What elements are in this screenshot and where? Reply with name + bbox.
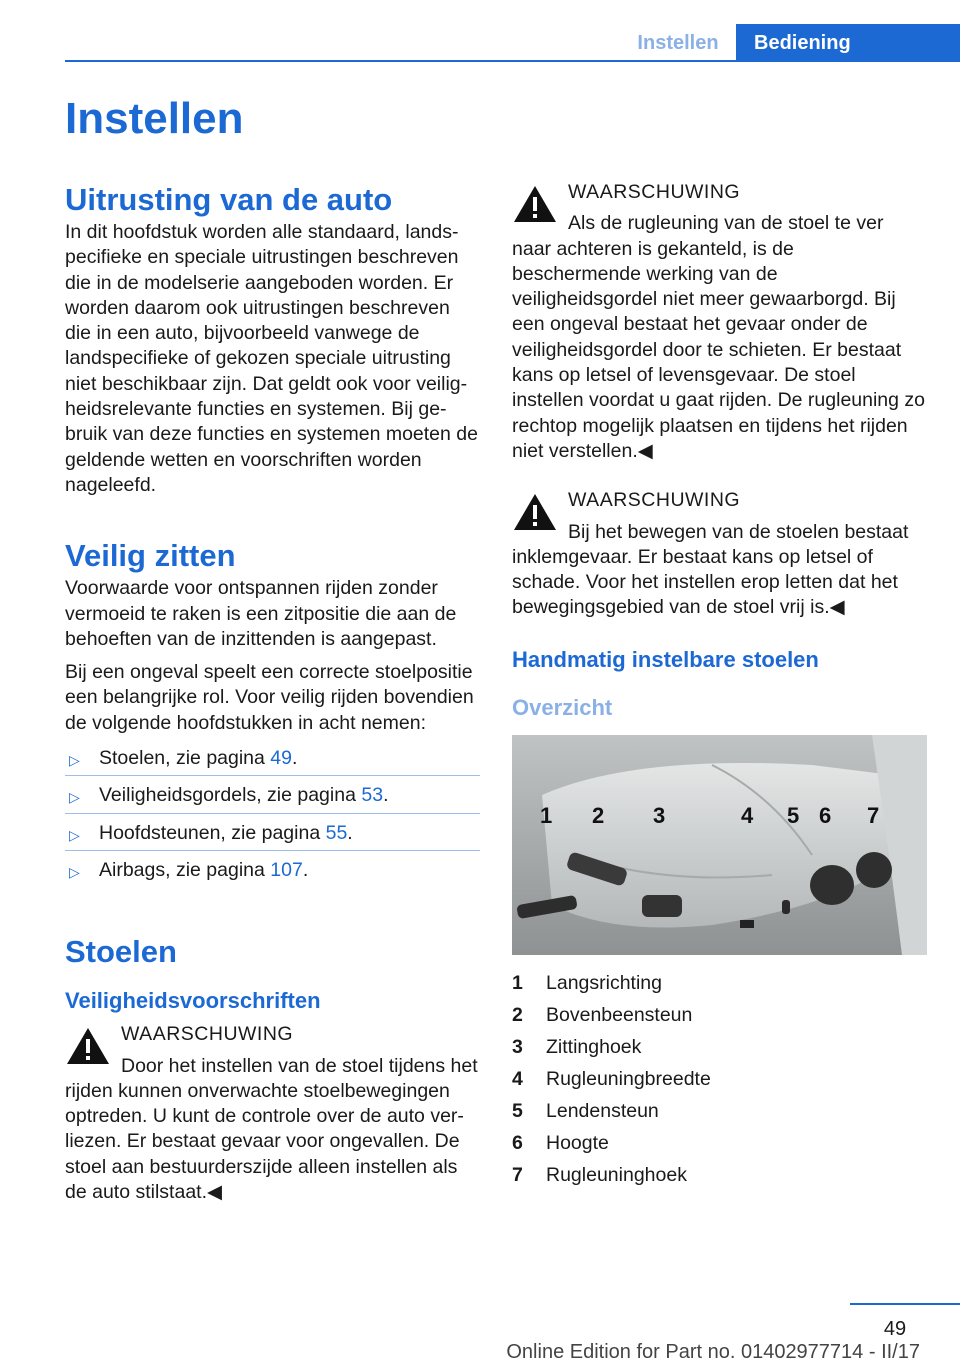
warning-text: Door het instellen van de stoel tijdens het rijden kunnen onverwachte stoelbewegingen optreden. U kunt de controle over de auto verliezen. Er bestaat gevaar voor ongevallen. De stoel aan bestuurderszijde alleen instellen als de auto stilstaat.◀ bbox=[65, 1054, 478, 1204]
triangle-right-icon: ▷ bbox=[69, 789, 80, 806]
warning-block bbox=[512, 488, 927, 620]
legend-row: 6 Hoogte bbox=[512, 1131, 609, 1154]
subheading-handmatig: Handmatig instelbare stoelen bbox=[512, 646, 819, 672]
seat-illustration bbox=[512, 735, 927, 955]
figure-legend bbox=[512, 967, 927, 1191]
figure-number-3: 3 bbox=[653, 802, 666, 828]
figure-number-2: 2 bbox=[592, 802, 605, 828]
legend-row: 7 Rugleuninghoek bbox=[512, 1163, 687, 1186]
warning-title: WAARSCHUWING bbox=[121, 1023, 294, 1046]
figure-number-4: 4 bbox=[741, 802, 754, 828]
subheading-overzicht: Overzicht bbox=[512, 694, 613, 720]
triangle-right-icon: ▷ bbox=[69, 826, 80, 843]
page-link[interactable]: 55 bbox=[325, 821, 348, 844]
page-number: 49 bbox=[883, 1318, 907, 1340]
list-item: ▷ Veiligheidsgordels, zie pagina 53. bbox=[65, 783, 480, 813]
warning-text: Als de rugleuning van de stoel te ver naar achteren is gekanteld, is de beschermende werking van de veiligheidsgordel niet meer gewaarborgd. Bij een ongeval bestaat het gevaar onder de veiligheidsgordel door te schieten. Er bestaat kans op letsel of levensgevaar. De stoel instellen voordat u gaat rijden. De rugleuning zo rechtop mogelijk plaatsen en tijdens het rijden niet verstellen.◀ bbox=[512, 212, 926, 462]
subheading-veiligheidsvoorschriften: Veiligheidsvoorschriften bbox=[65, 988, 321, 1014]
section-heading-veilig-zitten: Veilig zitten bbox=[65, 538, 236, 574]
legend-row: 3 Zittinghoek bbox=[512, 1035, 642, 1058]
edition-note: Online Edition for Part no. 01402977714 - II/17 bbox=[506, 1341, 920, 1363]
warning-text: Bij het bewegen van de stoelen bestaat inklemgevaar. Er bestaat kans op letsel of schade. Voor het instellen erop letten dat het bewegingsgebied van de stoel vrij is.◀ bbox=[512, 520, 909, 619]
legend-row: 2 Bovenbeensteun bbox=[512, 1003, 693, 1026]
warning-title: WAARSCHUWING bbox=[568, 489, 741, 512]
triangle-right-icon: ▷ bbox=[69, 752, 80, 769]
list-item: ▷ Hoofdsteunen, zie pagina 55. bbox=[65, 821, 480, 851]
veilig-zitten-paragraph-1: Voorwaarde voor ontspannen rijden zonder vermoeid te raken is een zitpositie die aan de behoeften van de inzittenden is aangepast. bbox=[65, 577, 457, 650]
left-column bbox=[65, 180, 480, 1205]
page-link[interactable]: 53 bbox=[361, 784, 384, 807]
section-heading-uitrusting: Uitrusting van de auto bbox=[65, 182, 393, 217]
page-link[interactable]: 107 bbox=[270, 858, 303, 881]
legend-row: 1 Langsrichting bbox=[512, 971, 662, 994]
section-heading-stoelen: Stoelen bbox=[65, 934, 177, 970]
warning-title: WAARSCHUWING bbox=[568, 181, 741, 203]
warning-triangle-icon bbox=[65, 1026, 111, 1066]
footer-rule bbox=[850, 1303, 960, 1305]
chapter-reference-list bbox=[65, 746, 480, 887]
legend-row: 4 Rugleuningbreedte bbox=[512, 1067, 711, 1090]
warning-block bbox=[512, 180, 927, 464]
warning-triangle-icon bbox=[512, 492, 558, 532]
header-tab-chapter[interactable]: Bediening bbox=[736, 24, 960, 62]
section-body-uitrusting: In dit hoofdstuk worden alle standaard, landspecifieke en speciale uitrustingen beschreven die in de modelserie aangeboden worden. Er worden daarom ook uitrustingen beschreven die in een auto, bijvoorbeeld vanwege de landspecifieke of gekozen speciale uitrusting niet beschikbaar zijn. Dat geldt ook voor veiligheidsrelevante functies en systemen. Bij gebruik van deze functies en systemen moeten de geldende wetten en voorschriften worden nageleefd. bbox=[65, 221, 478, 496]
list-item: ▷ Airbags, zie pagina 107. bbox=[65, 858, 480, 887]
right-column bbox=[512, 180, 927, 1191]
page-link[interactable]: 49 bbox=[270, 747, 292, 770]
seat-overview-figure bbox=[512, 735, 927, 955]
list-item: ▷ Stoelen, zie pagina 49. bbox=[65, 746, 480, 776]
warning-block bbox=[65, 1022, 480, 1205]
figure-number-5: 5 bbox=[787, 802, 800, 828]
figure-number-6: 6 bbox=[819, 802, 832, 828]
figure-number-7: 7 bbox=[867, 802, 880, 828]
veilig-zitten-paragraph-2: Bij een ongeval speelt een correcte stoelpositie een belangrijke rol. Voor veilig rijden bovendien de volgende hoofdstukken in acht nemen: bbox=[65, 661, 474, 734]
figure-number-1: 1 bbox=[540, 802, 553, 828]
triangle-right-icon: ▷ bbox=[69, 863, 80, 880]
header-tab-section[interactable]: Instellen bbox=[637, 32, 719, 54]
legend-row: 5 Lendensteun bbox=[512, 1099, 659, 1122]
warning-triangle-icon bbox=[512, 184, 558, 224]
header-rule bbox=[65, 60, 960, 62]
page-title: Instellen bbox=[65, 94, 244, 143]
